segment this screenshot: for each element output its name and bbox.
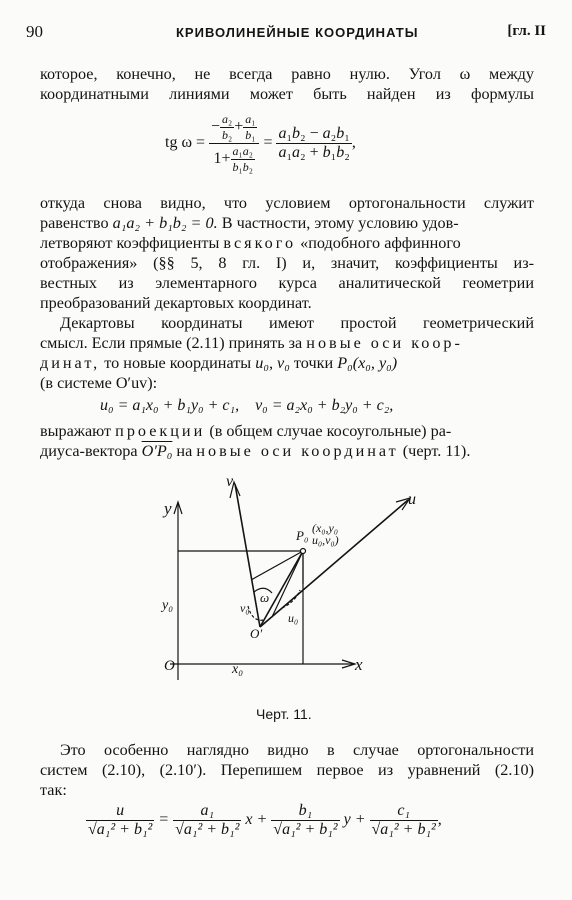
v-label: v xyxy=(226,473,234,490)
text-line: преобразований декартовых координат. xyxy=(40,294,312,312)
formula-normalized: $\frac{u}{\text{√a₁² + b₁²}}$ = $\frac{\text{a₁}}{\text{√a₁² + b₁²}}$ x + $\frac{\text{b₁}}{\text{√a₁² + b₁²}}$ y + $\frac{\text{c₁}}{\text{√a₁² + b₁²}}$ , xyxy=(88,802,442,838)
text-span: «подобного аффинного xyxy=(300,234,461,252)
formula-inline: a₁a₂ + b₁b₂ = 0. xyxy=(112,214,218,232)
text-span: диуса-вектора xyxy=(40,442,138,460)
formula-inline: u₀, v₀ xyxy=(255,354,290,372)
point-P0 xyxy=(301,549,306,554)
formula-lhs: tg ω = xyxy=(165,134,205,152)
fraction-main: − $\frac{\text{a₂}}{\text{b₂}}$ + $\frac{\text{a₁}}{\text{b₁}}$ 1+ $\frac{\text{a₁a₂}}{\text{b₁b₂}}$ xyxy=(209,112,259,175)
text-span: то новые координаты xyxy=(104,354,252,372)
P0-coords-xy: (x₀,y₀ xyxy=(312,521,338,535)
text-line xyxy=(40,333,534,353)
x-label: x xyxy=(355,655,363,674)
text-line: которое, конечно, не всегда равно нулю. Угол ω между xyxy=(40,65,534,83)
O-prime-label: O′ xyxy=(250,626,263,641)
formula-v0: v₀ = a₂x₀ + b₂y₀ + c₂, xyxy=(255,397,394,414)
spaced-word: новые оси коор- xyxy=(306,334,463,352)
text-line xyxy=(40,233,534,253)
text-line: отображения» (§§ 5, 8 гл. I) и, значит, коэффициенты из- xyxy=(40,254,534,272)
text-line: систем (2.10), (2.10′). Перепишем первое из уравнений (2.10) xyxy=(40,761,534,779)
figure-11 xyxy=(150,472,440,702)
text-line xyxy=(40,441,534,461)
x0-label: x₀ xyxy=(232,662,244,677)
spaced-word: проекции xyxy=(115,422,206,440)
formula-u0: u₀ = a₁x₀ + b₁y₀ + c₁, xyxy=(100,397,240,414)
origin-label: O xyxy=(164,658,175,674)
omega-label: ω xyxy=(260,590,270,605)
text-span: смысл. Если прямые (2.11) принять за xyxy=(40,334,303,352)
text-line: откуда снова видно, что условием ортогональности служит xyxy=(40,194,534,212)
u0-label: u₀ xyxy=(288,611,299,625)
y0-label: y₀ xyxy=(162,598,174,613)
formula-inline: P₀(x₀, y₀) xyxy=(337,354,398,372)
text-span: В частности, этому условию удов- xyxy=(221,214,459,232)
page-number: 90 xyxy=(26,22,43,41)
text-line xyxy=(40,353,534,373)
formula-u0v0 xyxy=(100,397,393,415)
text-line: так: xyxy=(40,781,67,799)
running-header xyxy=(26,22,546,46)
text-line: Это особенно наглядно видно в случае ортогональности xyxy=(60,741,534,759)
P0-coords-uv: u₀,v₀) xyxy=(312,533,339,547)
text-line xyxy=(40,421,534,441)
text-line: вестных из элементарного курса аналитической геометрии xyxy=(40,274,534,292)
text-span: (черт. 11). xyxy=(402,442,471,460)
text-span: на xyxy=(176,442,193,460)
figure-caption: Черт. 11. xyxy=(256,706,312,722)
chapter-label: [гл. II xyxy=(507,23,546,39)
spaced-word: новые оси координат xyxy=(196,442,399,460)
running-title: КРИВОЛИНЕЙНЫЕ КООРДИНАТЫ xyxy=(176,25,419,40)
text-line: Декартовы координаты имеют простой геометрический xyxy=(60,314,534,332)
text-line: (в системе O′uv): xyxy=(40,374,158,392)
text-line: координатными линиями может быть найден из формулы xyxy=(40,85,534,103)
text-line xyxy=(40,213,534,233)
text-span: летворяют коэффициенты xyxy=(40,234,220,252)
y-label: y xyxy=(164,499,172,518)
projection-line xyxy=(272,551,303,617)
P0-label: P₀ xyxy=(296,528,309,543)
fraction-rhs: $\frac{\text{a₁b₂ − a₂b₁}}{\text{a₁a₂ + b₁b₂}}$ xyxy=(278,125,350,161)
spaced-word: всякого xyxy=(223,234,297,252)
formula-tg: tg ω = − $\frac{\text{a₂}}{\text{b₂}}$ + $\frac{\text{a₁}}{\text{b₁}}$ 1+ $\frac{\text{a₁a₂}}{\text{b₁b₂}}$ = $\frac{\text{a₁b₂ − a₂b₁}}{\text{a₁a₂ + b₁b₂}}$ , xyxy=(165,112,356,174)
u-label: u xyxy=(408,491,416,508)
text-span: равенство xyxy=(40,214,109,232)
text-span: выражают xyxy=(40,422,112,440)
v0-label: v₀ xyxy=(240,601,250,615)
text-span: точки xyxy=(293,354,334,372)
spaced-word: динат, xyxy=(40,354,101,372)
formula-inline: O′P₀ xyxy=(141,442,173,460)
text-span: (в общем случае косоугольные) ра- xyxy=(209,422,452,440)
